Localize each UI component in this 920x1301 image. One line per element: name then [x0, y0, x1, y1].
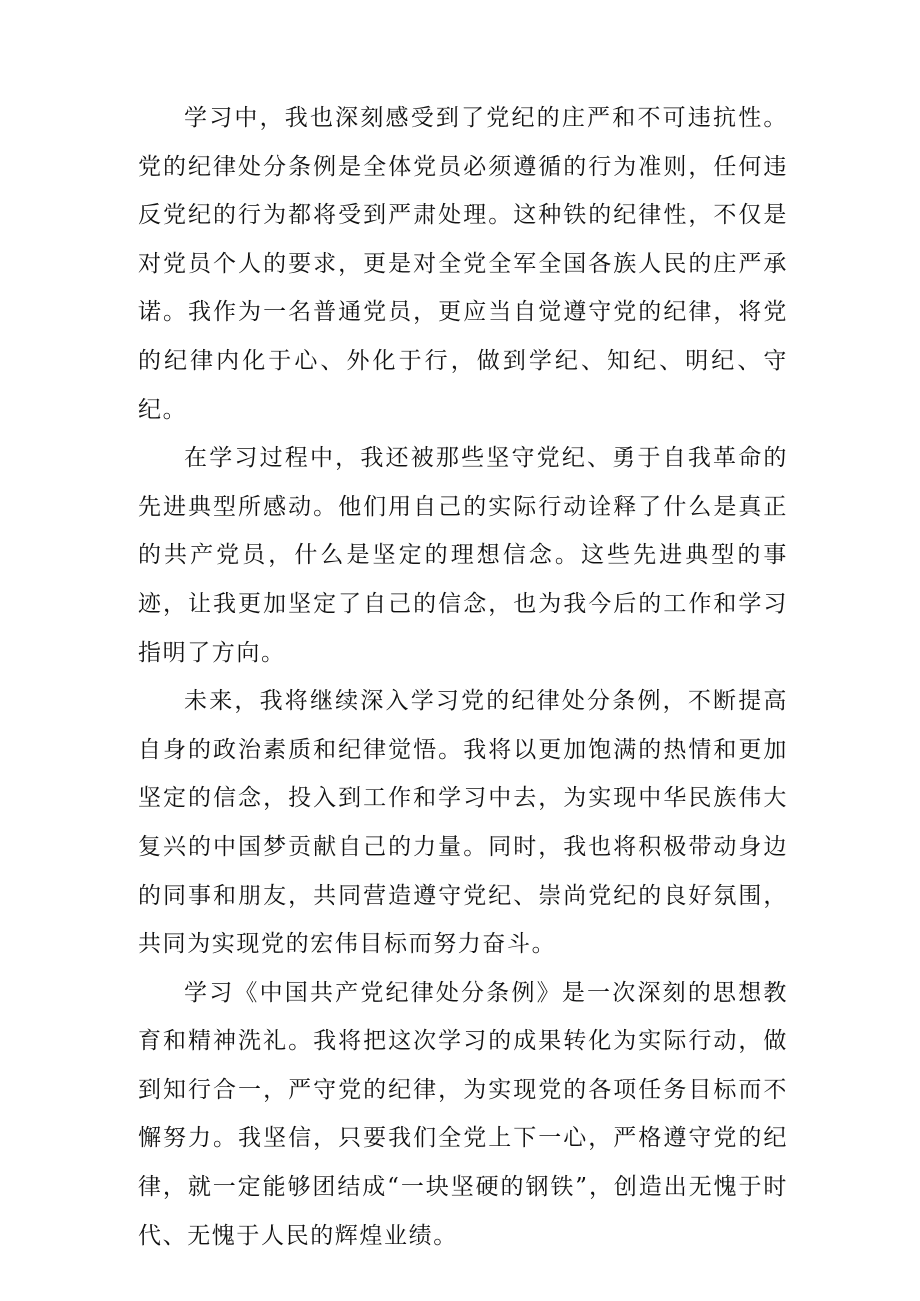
paragraph-discipline-solemnity: 学习中，我也深刻感受到了党纪的庄严和不可违抗性。党的纪律处分条例是全体党员必须遵循的行为准则，任何违反党纪的行为都将受到严肃处理。这种铁的纪律性，不仅是对党员个人的要求，更是对全党全军全国各族人民的庄严承诺。我作为一名普通党员，更应当自觉遵守党的纪律，将党的纪律内化于心、外化于行，做到学纪、知纪、明纪、守纪。: [138, 105, 788, 423]
document-body: [138, 94, 788, 1260]
paragraph-conclusion: 学习《中国共产党纪律处分条例》是一次深刻的思想教育和精神洗礼。我将把这次学习的成果转化为实际行动，做到知行合一，严守党的纪律，为实现党的各项任务目标而不懈努力。我坚信，只要我们全党上下一心，严格遵守党的纪律，就一定能够团结成“一块坚硬的钢铁”，创造出无愧于时代、无愧于人民的辉煌业绩。: [138, 979, 788, 1249]
paragraph-advanced-models: 在学习过程中，我还被那些坚守党纪、勇于自我革命的先进典型所感动。他们用自己的实际行动诠释了什么是真正的共产党员，什么是坚定的理想信念。这些先进典型的事迹，让我更加坚定了自己的信念，也为我今后的工作和学习指明了方向。: [138, 445, 788, 666]
paragraph-future-plans: 未来，我将继续深入学习党的纪律处分条例，不断提高自身的政治素质和纪律觉悟。我将以更加饱满的热情和更加坚定的信念，投入到工作和学习中去，为实现中华民族伟大复兴的中国梦贡献自己的力量。同时，我也将积极带动身边的同事和朋友，共同营造遵守党纪、崇尚党纪的良好氛围，共同为实现党的宏伟目标而努力奋斗。: [138, 688, 788, 958]
